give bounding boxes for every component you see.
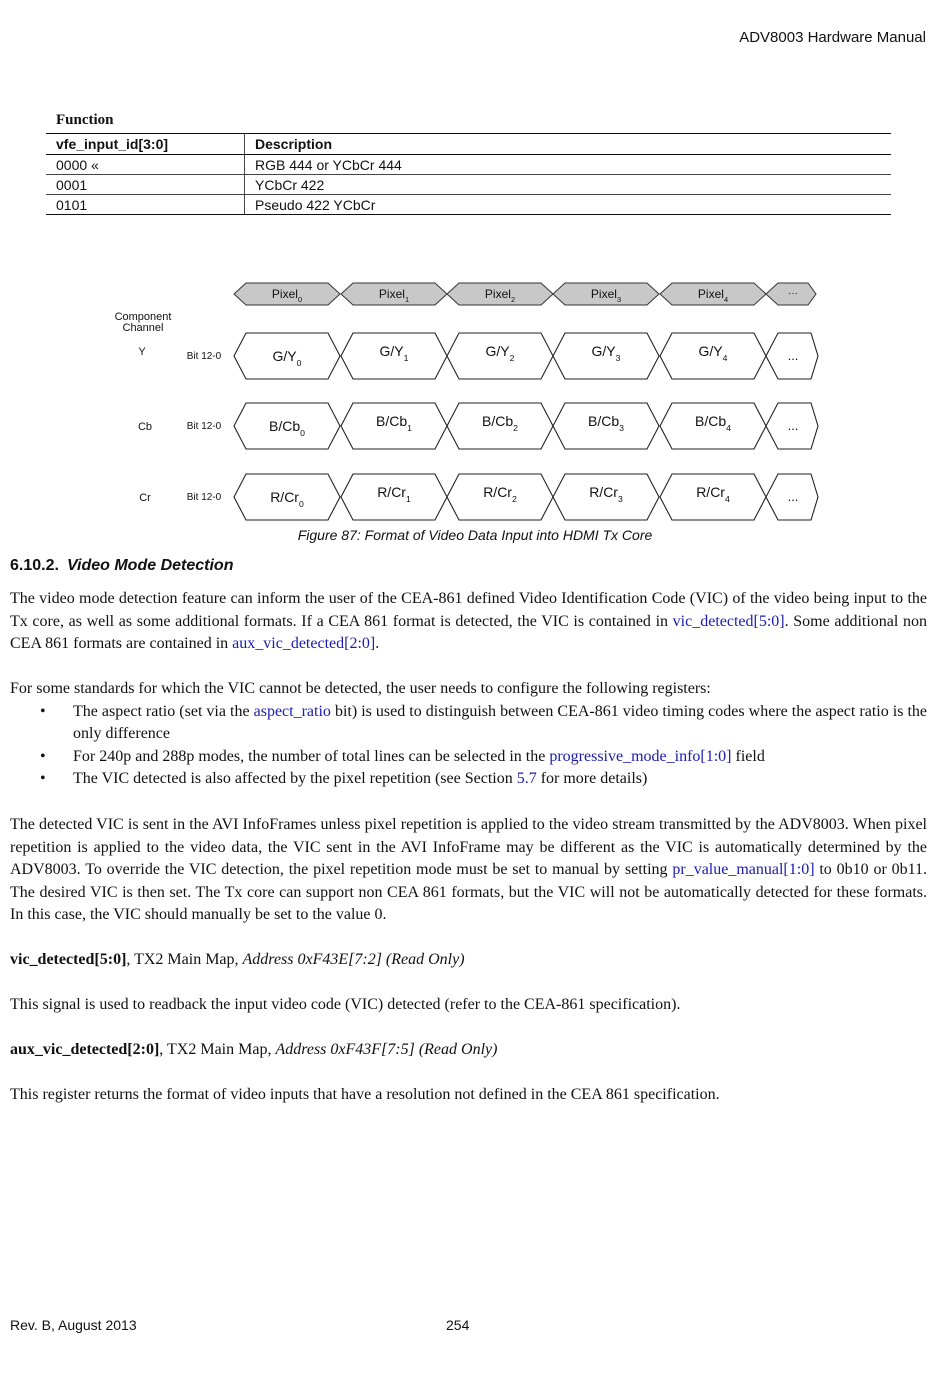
table-row [46,195,891,215]
data-cell-label: $R/Cr_4$ [696,484,730,504]
link-section-5-7[interactable]: 5.7 [516,770,537,788]
link-aspect-ratio[interactable]: aspect_ratio [253,702,331,720]
data-cell-label: $G/Y_1$ [379,343,409,363]
table-cell-code: 0000 « [46,155,245,175]
component-label: Component [114,311,172,323]
link-aux-vic-detected[interactable]: aux_vic_detected[2:0] [232,635,376,653]
register-vic-detected-desc: This signal is used to readback the input video code (VIC) detected (refer to the CEA-861 specification). [10,996,681,1013]
text: . [375,635,380,653]
table-cell-code: 0001 [46,175,245,195]
channel-name-cr: Cr [139,492,151,504]
data-cell-label: $R/Cr_1$ [377,484,411,504]
text: For 240p and 288p modes, the number of total lines can be selected in the [73,747,550,765]
data-cell-label: $G/Y_0$ [272,348,302,368]
footer-revision: Rev. B, August 2013 [10,1317,137,1333]
document-header-title: ADV8003 Hardware Manual [739,29,926,46]
function-table [46,133,891,215]
bit-range-label: Bit 12-0 [186,492,222,503]
register-name: aux_vic_detected[2:0] [10,1041,160,1058]
table-row [46,175,891,195]
pixel-header-label: Pixel$_4$ [697,287,729,305]
table-cell-description: RGB 444 or YCbCr 444 [245,155,892,175]
video-data-format-diagram [0,270,950,528]
data-cell-label: $G/Y_3$ [591,343,621,363]
table-cell-code: 0101 [46,195,245,215]
section-number: 6.10.2. [10,557,59,574]
text: The video mode detection feature can inform the user of the CEA-861 defined Video Identification Code (VIC) of the video being input to the Tx core, as well as some additional formats. If a CEA 861 format is detected, the VIC is contained in [10,590,927,630]
bit-range-label: Bit 12-0 [186,351,222,362]
table-header-description: Description [245,134,892,155]
register-aux-vic-detected [10,1039,927,1062]
list-item [73,746,927,769]
data-cell-ellipsis: ... [787,418,799,433]
paragraph-vic-override [10,814,927,927]
bullet-list [10,701,927,791]
register-address: Address 0xF43F[7:5] (Read Only) [275,1041,498,1058]
pixel-header-label: Pixel$_1$ [378,287,410,305]
text: The aspect ratio (set via the [73,702,254,720]
data-cell-label: $B/Cb_3$ [588,413,624,433]
register-map: , TX2 Main Map, [126,951,243,968]
paragraph-intro [10,588,927,656]
pixel-header-label: Pixel$_0$ [271,287,303,305]
text: bit) is used to distinguish between CEA-861 video timing codes where the aspect ratio is the only difference [73,702,928,743]
text: The detected VIC is sent in the AVI InfoFrames unless pixel repetition is applied to the video stream transmitted by the ADV8003. When pixel repetition is applied to the video data, the VIC sent in the AVI InfoFrame may be different as the VIC is automatically determined by the ADV8003. To override the VIC detection, the pixel repetition mode must be set to manual by setting [10,816,927,879]
text: . Some additional non CEA 861 formats are contained in [10,612,927,653]
table-cell-description: Pseudo 422 YCbCr [245,195,892,215]
function-table-label: Function [56,112,114,128]
pixel-header-label: Pixel$_2$ [484,287,516,305]
text: The VIC detected is also affected by the pixel repetition (see Section [73,770,517,788]
register-name: vic_detected[5:0] [10,951,127,968]
data-cell-label: $G/Y_4$ [698,343,728,363]
link-progressive-mode-info[interactable]: progressive_mode_info[1:0] [549,747,732,765]
data-cell-ellipsis: ... [787,348,799,363]
register-vic-detected [10,949,927,972]
register-address: Address 0xF43E[7:2] (Read Only) [242,951,465,968]
footer-page-number: 254 [446,1317,470,1333]
register-map: , TX2 Main Map, [159,1041,276,1058]
data-cell-label: $B/Cb_4$ [695,413,731,433]
channel-name-y: Y [138,346,146,358]
paragraph-configure [10,678,927,791]
register-aux-vic-detected-desc: This register returns the format of video inputs that have a resolution not defined in the CEA 861 specification. [10,1086,720,1103]
data-cell-label: $R/Cr_2$ [483,484,517,504]
table-header-row [46,134,891,155]
table-cell-description: YCbCr 422 [245,175,892,195]
channel-name-cb: Cb [137,421,153,433]
section-title: Video Mode Detection [66,557,234,574]
table-row [46,155,891,175]
link-pr-value-manual[interactable]: pr_value_manual[1:0] [672,861,815,879]
data-cell-label: $B/Cb_2$ [482,413,518,433]
data-cell-label: $R/Cr_0$ [270,489,304,509]
list-item [73,701,927,746]
data-cell-label: $B/Cb_0$ [269,418,305,438]
text: field [731,747,765,765]
link-vic-detected[interactable]: vic_detected[5:0] [672,612,785,630]
channel-label: Channel [122,322,164,334]
text: for more details) [536,770,648,788]
figure-caption: Figure 87: Format of Video Data Input into HDMI Tx Core [297,527,653,543]
data-cell-ellipsis: ... [787,489,799,504]
table-header-code: vfe_input_id[3:0] [46,134,245,155]
text: to 0b10 or 0b11. The desired VIC is then set. The Tx core can support non CEA 861 formats, but the VIC will not be automatically detected for these formats. In this case, the VIC should manually be set to the value 0. [10,861,927,924]
pixel-header-ellipsis: ··· [788,288,798,299]
text: For some standards for which the VIC cannot be detected, the user needs to configure the following registers: [10,680,711,697]
bit-range-label: Bit 12-0 [186,421,222,432]
pixel-header-label: Pixel$_3$ [590,287,622,305]
data-cell-label: $R/Cr_3$ [589,484,623,504]
data-cell-label: $G/Y_2$ [485,343,515,363]
data-cell-label: $B/Cb_1$ [376,413,412,433]
list-item [73,768,927,791]
section-heading [10,557,233,575]
